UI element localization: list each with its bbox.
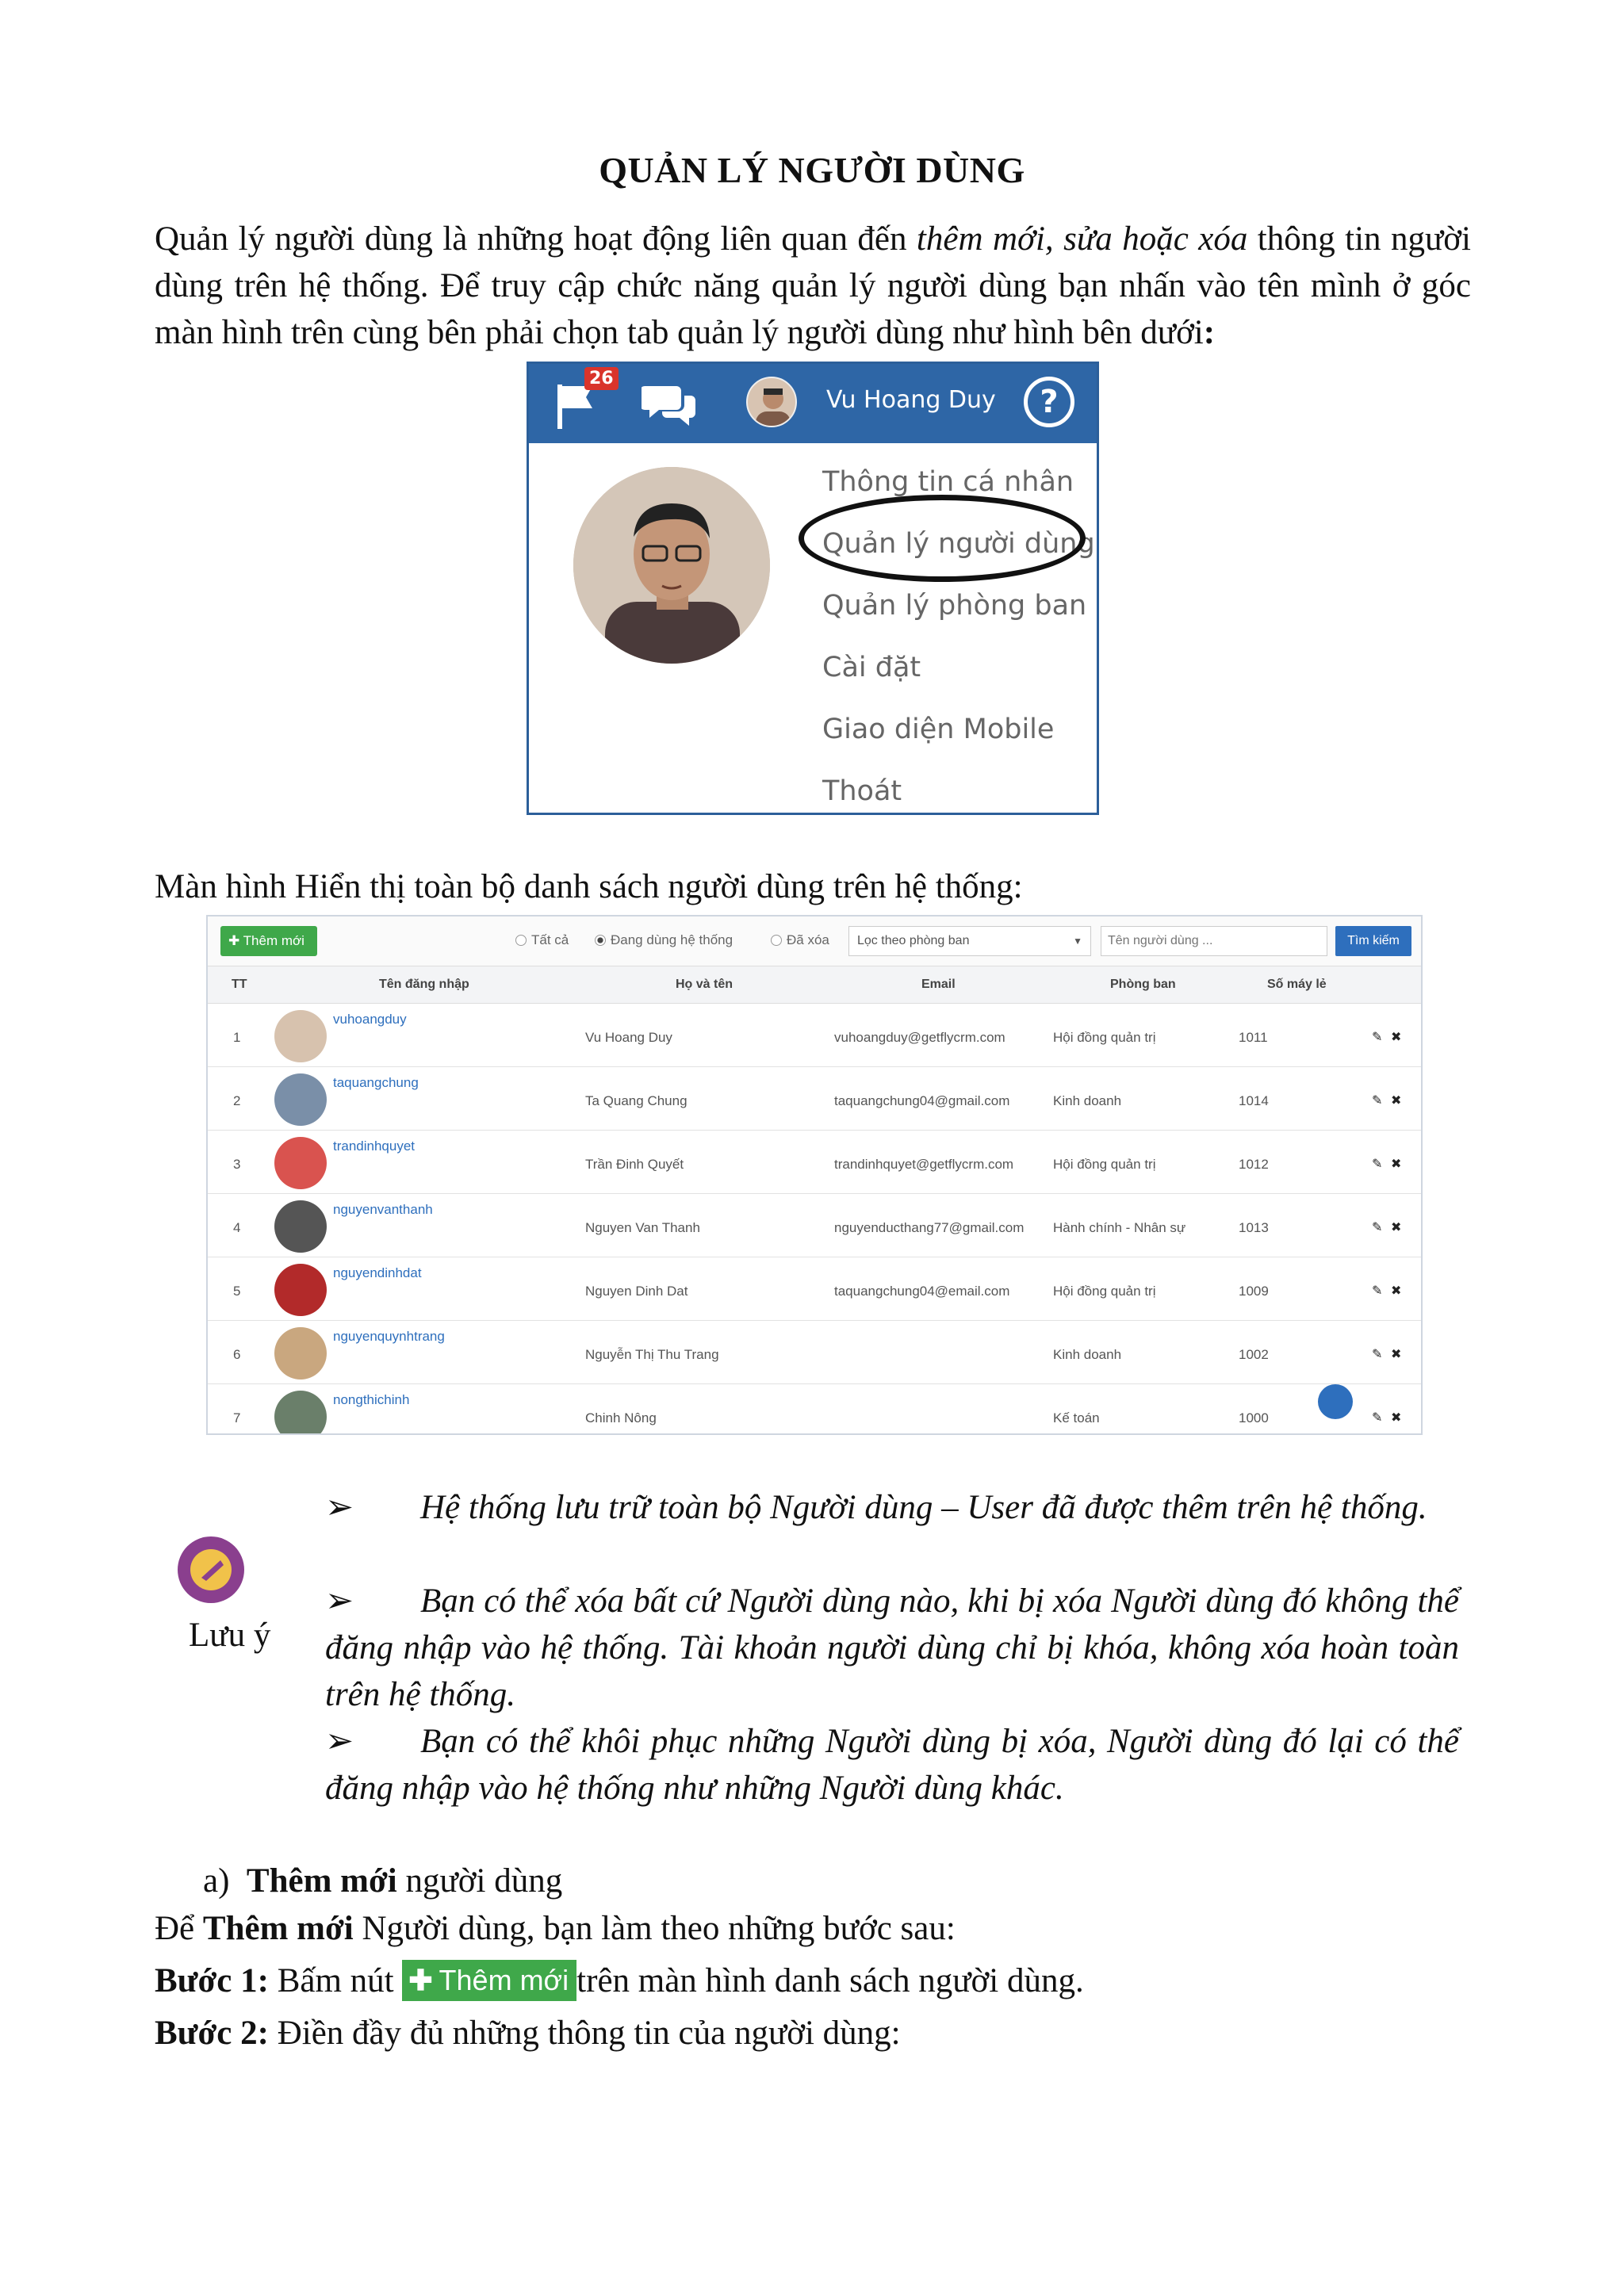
list-caption: Màn hình Hiển thị toàn bộ danh sách người dùng trên hệ thống: bbox=[155, 868, 1023, 905]
step-1-pre: Bấm nút bbox=[268, 1962, 403, 1999]
section-heading bbox=[203, 1862, 562, 1900]
delete-icon[interactable]: ✖ bbox=[1391, 1094, 1402, 1108]
highlight-ellipse bbox=[799, 495, 1086, 582]
section-bold: Thêm mới bbox=[246, 1862, 397, 1900]
steps-intro-bold: Thêm mới bbox=[202, 1910, 354, 1947]
user-name-link[interactable]: Vu Hoang Duy bbox=[826, 386, 996, 414]
table-row[interactable] bbox=[208, 1384, 1421, 1435]
note-item bbox=[325, 1718, 1459, 1812]
page-title: QUẢN LÝ NGƯỜI DÙNG bbox=[599, 150, 1025, 190]
column-header[interactable]: Phòng ban bbox=[1110, 978, 1176, 991]
full-name: Trần Đinh Quyết bbox=[585, 1157, 684, 1172]
note-icon bbox=[178, 1536, 244, 1603]
step-1 bbox=[155, 1961, 1084, 2004]
table-row[interactable] bbox=[208, 1257, 1421, 1321]
chevron-down-icon: ▼ bbox=[1073, 936, 1082, 947]
step-1-post: trên màn hình danh sách người dùng. bbox=[576, 1962, 1084, 1999]
steps-intro bbox=[155, 1909, 956, 1948]
menu-item-profile[interactable]: Thông tin cá nhân bbox=[822, 466, 1074, 498]
step-2 bbox=[155, 2014, 901, 2053]
department: Kinh doanh bbox=[1053, 1093, 1122, 1108]
row-index: 3 bbox=[233, 1157, 241, 1172]
table-toolbar bbox=[208, 916, 1421, 966]
user-list-screenshot bbox=[206, 915, 1423, 1435]
email: nguyenducthang77@gmail.com bbox=[834, 1220, 1025, 1235]
notification-badge: 26 bbox=[584, 367, 619, 390]
table-row[interactable] bbox=[208, 1067, 1421, 1131]
full-name: Vu Hoang Duy bbox=[585, 1030, 672, 1045]
search-input[interactable] bbox=[1101, 927, 1327, 955]
user-avatar bbox=[274, 1327, 327, 1380]
note-item bbox=[325, 1484, 1459, 1531]
bullet-arrow-icon: ➢ bbox=[325, 1489, 354, 1526]
delete-icon[interactable]: ✖ bbox=[1391, 1411, 1402, 1425]
menu-item-user-management[interactable]: Quản lý người dùng bbox=[822, 528, 1095, 560]
radio-label: Đã xóa bbox=[787, 932, 829, 947]
table-row[interactable] bbox=[208, 1131, 1421, 1194]
edit-icon[interactable]: ✎ bbox=[1372, 1031, 1383, 1044]
user-avatar bbox=[274, 1010, 327, 1062]
menu-item-mobile-ui[interactable]: Giao diện Mobile bbox=[822, 714, 1055, 745]
row-index: 7 bbox=[233, 1410, 241, 1425]
radio-label: Đang dùng hệ thống bbox=[611, 932, 733, 947]
username-link[interactable]: taquangchung bbox=[333, 1075, 419, 1090]
row-index: 5 bbox=[233, 1284, 241, 1299]
username-link[interactable]: trandinhquyet bbox=[333, 1138, 416, 1154]
full-name: Ta Quang Chung bbox=[585, 1093, 688, 1108]
delete-icon[interactable]: ✖ bbox=[1391, 1158, 1402, 1171]
note-item bbox=[325, 1578, 1459, 1718]
username-link[interactable]: nongthichinh bbox=[333, 1392, 410, 1407]
delete-icon[interactable]: ✖ bbox=[1391, 1221, 1402, 1234]
table-row[interactable] bbox=[208, 1004, 1421, 1067]
note-text: Bạn có thể xóa bất cứ Người dùng nào, khi bị xóa Người dùng đó không thể đăng nhập vào hệ thống. Tài khoản người dùng chỉ bị khóa, không xóa hoàn toàn trên hệ thống. bbox=[325, 1582, 1459, 1713]
user-avatar bbox=[274, 1200, 327, 1253]
user-avatar bbox=[274, 1137, 327, 1189]
department-filter-select[interactable] bbox=[848, 926, 1091, 956]
column-header[interactable]: Tên đăng nhập bbox=[379, 978, 469, 991]
section-rest: người dùng bbox=[396, 1862, 563, 1900]
column-header[interactable]: Email bbox=[921, 978, 956, 991]
row-index: 6 bbox=[233, 1347, 241, 1362]
intro-text: Quản lý người dùng là những hoạt động liên quan đến bbox=[155, 220, 917, 258]
full-name: Nguyễn Thị Thu Trang bbox=[585, 1347, 719, 1362]
department: Hội đồng quản trị bbox=[1053, 1284, 1156, 1299]
radio-dot bbox=[771, 935, 782, 946]
username-link[interactable]: nguyenquynhtrang bbox=[333, 1329, 445, 1344]
search-button[interactable]: Tìm kiếm bbox=[1335, 926, 1411, 956]
chat-bubble-icon[interactable] bbox=[1318, 1384, 1353, 1419]
username-link[interactable]: nguyenvanthanh bbox=[333, 1202, 433, 1217]
intro-italic: thêm mới, sửa hoặc xóa bbox=[916, 220, 1248, 258]
intro-colon: : bbox=[1203, 314, 1216, 351]
extension: 1012 bbox=[1239, 1157, 1269, 1172]
step-2-label: Bước 2: bbox=[155, 2015, 269, 2052]
delete-icon[interactable]: ✖ bbox=[1391, 1031, 1402, 1044]
user-menu-screenshot bbox=[527, 362, 1099, 815]
table-row[interactable] bbox=[208, 1321, 1421, 1384]
radio-label: Tất cả bbox=[531, 932, 569, 947]
user-avatar bbox=[274, 1264, 327, 1316]
row-index: 2 bbox=[233, 1093, 241, 1108]
department-filter-value: Lọc theo phòng ban bbox=[857, 934, 970, 947]
extension: 1011 bbox=[1239, 1030, 1268, 1045]
search-box[interactable] bbox=[1101, 926, 1327, 956]
extension: 1002 bbox=[1239, 1347, 1269, 1362]
add-user-button[interactable] bbox=[220, 926, 317, 956]
extension: 1000 bbox=[1239, 1410, 1269, 1425]
step-1-label: Bước 1: bbox=[155, 1962, 269, 1999]
section-marker: a) bbox=[203, 1862, 230, 1900]
department: Hội đồng quản trị bbox=[1053, 1157, 1156, 1172]
full-name: Nguyen Dinh Dat bbox=[585, 1284, 688, 1299]
department: Kế toán bbox=[1053, 1410, 1100, 1425]
note-text: Bạn có thể khôi phục những Người dùng bị xóa, Người dùng đó lại có thể đăng nhập vào hệ thống như những Người dùng khác. bbox=[325, 1723, 1459, 1807]
radio-dot bbox=[515, 935, 527, 946]
steps-intro-post: Người dùng, bạn làm theo những bước sau: bbox=[353, 1910, 956, 1947]
radio-deleted[interactable] bbox=[771, 932, 829, 948]
radio-active[interactable] bbox=[595, 932, 733, 948]
table-header bbox=[208, 966, 1421, 1004]
department: Kinh doanh bbox=[1053, 1347, 1122, 1362]
username-link[interactable]: nguyendinhdat bbox=[333, 1265, 422, 1280]
table-row[interactable] bbox=[208, 1194, 1421, 1257]
step-2-text: Điền đầy đủ những thông tin của người dùng: bbox=[268, 2015, 901, 2052]
row-index: 4 bbox=[233, 1220, 241, 1235]
edit-icon[interactable]: ✎ bbox=[1372, 1348, 1383, 1361]
extension: 1013 bbox=[1239, 1220, 1269, 1235]
user-avatar-icon[interactable] bbox=[746, 377, 797, 427]
email: vuhoangduy@getflycrm.com bbox=[834, 1030, 1005, 1045]
radio-all[interactable] bbox=[515, 932, 569, 948]
delete-icon[interactable]: ✖ bbox=[1391, 1284, 1402, 1298]
department: Hội đồng quản trị bbox=[1053, 1030, 1156, 1045]
email: taquangchung04@gmail.com bbox=[834, 1093, 1010, 1108]
edit-icon[interactable]: ✎ bbox=[1372, 1158, 1383, 1171]
plus-icon: ✚ bbox=[408, 1964, 433, 1997]
chat-icon[interactable] bbox=[642, 381, 697, 429]
row-index: 1 bbox=[233, 1030, 241, 1045]
add-new-button-label: Thêm mới bbox=[439, 1964, 569, 1997]
email: trandinhquyet@getflycrm.com bbox=[834, 1157, 1014, 1172]
extension: 1009 bbox=[1239, 1284, 1269, 1299]
edit-icon[interactable]: ✎ bbox=[1372, 1221, 1383, 1234]
steps-intro-pre: Để bbox=[155, 1910, 203, 1947]
column-header[interactable]: Số máy lẻ bbox=[1267, 978, 1327, 991]
menu-item-settings[interactable]: Cài đặt bbox=[822, 652, 921, 683]
department: Hành chính - Nhân sự bbox=[1053, 1220, 1186, 1235]
menu-header-bar bbox=[529, 364, 1097, 443]
help-icon[interactable]: ? bbox=[1024, 377, 1074, 427]
user-avatar bbox=[274, 1073, 327, 1126]
plus-icon: ✚ bbox=[228, 933, 243, 948]
username-link[interactable]: vuhoangduy bbox=[333, 1012, 407, 1027]
edit-icon[interactable]: ✎ bbox=[1372, 1284, 1383, 1298]
full-name: Nguyen Van Thanh bbox=[585, 1220, 700, 1235]
bullet-arrow-icon: ➢ bbox=[325, 1723, 354, 1760]
column-header[interactable]: TT bbox=[232, 978, 247, 991]
note-text: Hệ thống lưu trữ toàn bộ Người dùng – User đã được thêm trên hệ thống. bbox=[420, 1489, 1427, 1526]
intro-paragraph bbox=[155, 216, 1471, 356]
column-header[interactable]: Họ và tên bbox=[676, 978, 733, 991]
user-avatar bbox=[274, 1391, 327, 1435]
edit-icon[interactable]: ✎ bbox=[1372, 1094, 1383, 1108]
add-new-button[interactable] bbox=[402, 1960, 576, 2001]
email: taquangchung04@email.com bbox=[834, 1284, 1010, 1299]
intro-text-end: thông tin người dùng trên hệ thống. Để truy cập chức năng quản lý người dùng bạn nhấn vào tên mình ở góc màn hình trên cùng bên phải chọn tab quản lý người dùng như hình bên dưới bbox=[155, 220, 1471, 351]
delete-icon[interactable]: ✖ bbox=[1391, 1348, 1402, 1361]
extension: 1014 bbox=[1239, 1093, 1269, 1108]
bullet-arrow-icon: ➢ bbox=[325, 1582, 354, 1620]
edit-icon[interactable]: ✎ bbox=[1372, 1411, 1383, 1425]
note-label: Lưu ý bbox=[189, 1617, 271, 1654]
radio-dot-selected bbox=[595, 935, 606, 946]
add-user-label: Thêm mới bbox=[243, 933, 304, 948]
menu-item-department-management[interactable]: Quản lý phòng ban bbox=[822, 590, 1087, 622]
full-name: Chinh Nông bbox=[585, 1410, 657, 1425]
menu-item-logout[interactable]: Thoát bbox=[822, 775, 902, 807]
profile-photo bbox=[573, 467, 770, 664]
